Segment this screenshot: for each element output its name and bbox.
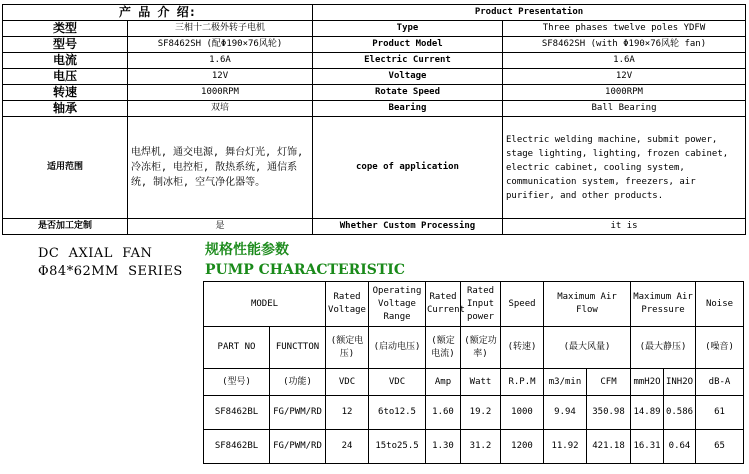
speed-label-cn: 转速 bbox=[3, 85, 128, 101]
unit-cell: VDC bbox=[369, 369, 426, 396]
part-no-cn: (型号) bbox=[204, 369, 270, 396]
speed-value-en: 1000RPM bbox=[503, 85, 746, 101]
type-value-cn: 三相十二极外转子电机 bbox=[128, 21, 313, 37]
series-heading bbox=[38, 245, 183, 281]
rated-voltage-header: Rated Voltage bbox=[326, 282, 369, 327]
voltage-label-cn: 电压 bbox=[3, 69, 128, 85]
bearing-value-en: Ball Bearing bbox=[503, 101, 746, 117]
spec-units-row bbox=[204, 369, 744, 396]
noise-cn: (噪音) bbox=[696, 327, 744, 369]
model-value-cn: SF8462SH (配Φ190×76风轮) bbox=[128, 37, 313, 53]
spec-title-cn: 规格性能参数 bbox=[205, 242, 289, 258]
voltage-value-en: 12V bbox=[503, 69, 746, 85]
speed-label-en: Rotate Speed bbox=[313, 85, 503, 101]
spec-table bbox=[203, 281, 744, 464]
cell: 350.98 bbox=[587, 396, 631, 430]
type-value-en: Three phases twelve poles YDFW bbox=[503, 21, 746, 37]
current-value-cn: 1.6A bbox=[128, 53, 313, 69]
spec-title-en: PUMP CHARACTERISTIC bbox=[205, 262, 405, 278]
unit-cell: Amp bbox=[426, 369, 461, 396]
voltage-value-cn: 12V bbox=[128, 69, 313, 85]
unit-cell: R.P.M bbox=[501, 369, 544, 396]
series-line-1: DC AXIAL FAN bbox=[38, 246, 153, 261]
speed-value-cn: 1000RPM bbox=[128, 85, 313, 101]
bearing-label-en: Bearing bbox=[313, 101, 503, 117]
cell: 9.94 bbox=[544, 396, 587, 430]
bearing-value-cn: 双培 bbox=[128, 101, 313, 117]
spec-title bbox=[205, 240, 405, 280]
cell: 421.18 bbox=[587, 430, 631, 464]
custom-value-cn: 是 bbox=[128, 219, 313, 235]
unit-cell: INH2O bbox=[664, 369, 696, 396]
application-row bbox=[3, 117, 746, 219]
model-header: MODEL bbox=[204, 282, 326, 327]
cell: FG/PWM/RD bbox=[270, 396, 326, 430]
current-value-en: 1.6A bbox=[503, 53, 746, 69]
cell: 1.30 bbox=[426, 430, 461, 464]
model-label-en: Product Model bbox=[313, 37, 503, 53]
type-label-cn: 类型 bbox=[3, 21, 128, 37]
max-pressure-header: Maximum Air Pressure bbox=[631, 282, 696, 327]
table-row bbox=[204, 396, 744, 430]
intro-row bbox=[3, 21, 746, 37]
operating-voltage-header: Operating Voltage Range bbox=[369, 282, 426, 327]
table-row bbox=[204, 430, 744, 464]
current-label-cn: 电流 bbox=[3, 53, 128, 69]
intro-row bbox=[3, 85, 746, 101]
unit-cell: Watt bbox=[461, 369, 501, 396]
unit-cell: CFM bbox=[587, 369, 631, 396]
cell: SF8462BL bbox=[204, 430, 270, 464]
rated-current-cn: (额定电流) bbox=[426, 327, 461, 369]
intro-row bbox=[3, 37, 746, 53]
speed-cn: (转速) bbox=[501, 327, 544, 369]
cell: 0.586 bbox=[664, 396, 696, 430]
cell: SF8462BL bbox=[204, 396, 270, 430]
type-label-en: Type bbox=[313, 21, 503, 37]
application-value-en: Electric welding machine, submit power, stage lighting, lighting, frozen cabinet, electric cabinet, cooling system, communication system, freezers, air purifier, and other products. bbox=[503, 117, 746, 219]
cell: 19.2 bbox=[461, 396, 501, 430]
cell: 15to25.5 bbox=[369, 430, 426, 464]
rated-voltage-cn: (额定电压) bbox=[326, 327, 369, 369]
max-pressure-cn: (最大静压) bbox=[631, 327, 696, 369]
application-value-cn: 电焊机, 通交电源, 舞台灯光, 灯饰, 冷冻柜, 电控柜, 散热系统, 通信系统, 制冰柜, 空气净化器等。 bbox=[128, 117, 313, 219]
intro-row bbox=[3, 69, 746, 85]
application-label-cn: 适用范围 bbox=[3, 117, 128, 219]
cell: 31.2 bbox=[461, 430, 501, 464]
custom-label-cn: 是否加工定制 bbox=[3, 219, 128, 235]
intro-row bbox=[3, 101, 746, 117]
cell: 12 bbox=[326, 396, 369, 430]
series-line-2: Φ84*62MM SERIES bbox=[38, 264, 183, 279]
custom-value-en: it is bbox=[503, 219, 746, 235]
cell: FG/PWM/RD bbox=[270, 430, 326, 464]
operating-voltage-cn: (启动电压) bbox=[369, 327, 426, 369]
function-header: FUNCTTON bbox=[270, 327, 326, 369]
cn-header: 产 品 介 绍: bbox=[3, 5, 313, 21]
function-cn: (功能) bbox=[270, 369, 326, 396]
model-value-en: SF8462SH (with Φ190×76风轮 fan) bbox=[503, 37, 746, 53]
unit-cell: VDC bbox=[326, 369, 369, 396]
noise-header: Noise bbox=[696, 282, 744, 327]
cell: 14.89 bbox=[631, 396, 664, 430]
cell: 1.60 bbox=[426, 396, 461, 430]
max-airflow-cn: (最大风量) bbox=[544, 327, 631, 369]
max-airflow-header: Maximum Air Flow bbox=[544, 282, 631, 327]
model-label-cn: 型号 bbox=[3, 37, 128, 53]
unit-cell: m3/min bbox=[544, 369, 587, 396]
custom-label-en: Whether Custom Processing bbox=[313, 219, 503, 235]
cell: 0.64 bbox=[664, 430, 696, 464]
unit-cell: mmH2O bbox=[631, 369, 664, 396]
current-label-en: Electric Current bbox=[313, 53, 503, 69]
cell: 1000 bbox=[501, 396, 544, 430]
part-no-header: PART NO bbox=[204, 327, 270, 369]
rated-input-cn: (额定功率) bbox=[461, 327, 501, 369]
cell: 16.31 bbox=[631, 430, 664, 464]
rated-input-header: Rated Input power bbox=[461, 282, 501, 327]
bearing-label-cn: 轴承 bbox=[3, 101, 128, 117]
speed-header: Speed bbox=[501, 282, 544, 327]
cell: 61 bbox=[696, 396, 744, 430]
spec-header-row-2 bbox=[204, 327, 744, 369]
cell: 65 bbox=[696, 430, 744, 464]
en-header: Product Presentation bbox=[313, 5, 746, 21]
spec-header-row-1 bbox=[204, 282, 744, 327]
cell: 11.92 bbox=[544, 430, 587, 464]
rated-current-header: Rated Current bbox=[426, 282, 461, 327]
cell: 24 bbox=[326, 430, 369, 464]
custom-row bbox=[3, 219, 746, 235]
cell: 1200 bbox=[501, 430, 544, 464]
intro-header-row bbox=[3, 5, 746, 21]
application-label-en: cope of application bbox=[313, 117, 503, 219]
unit-cell: dB-A bbox=[696, 369, 744, 396]
product-presentation-table bbox=[2, 4, 746, 235]
cell: 6to12.5 bbox=[369, 396, 426, 430]
voltage-label-en: Voltage bbox=[313, 69, 503, 85]
intro-row bbox=[3, 53, 746, 69]
